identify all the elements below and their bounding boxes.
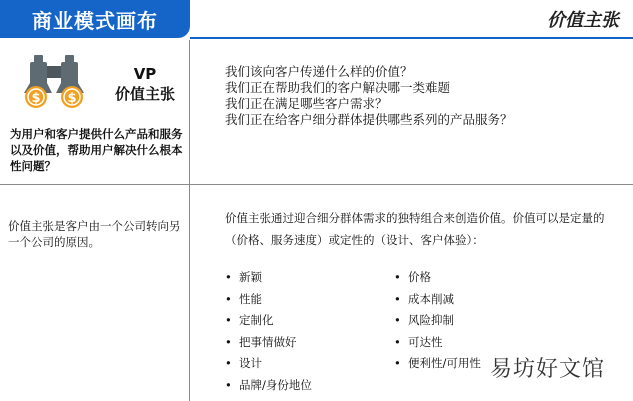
bullet-icon: •	[394, 334, 401, 349]
list-item-label: 定制化	[239, 313, 274, 327]
list-item-label: 便利性/可用性	[408, 356, 481, 370]
svg-text:$: $	[67, 91, 77, 106]
list-item-label: 新颖	[239, 270, 262, 284]
bullet-icon: •	[394, 291, 401, 306]
list-item	[394, 289, 481, 311]
question-list	[225, 64, 625, 128]
binoculars-dollar-icon	[22, 53, 92, 111]
row-divider	[0, 184, 633, 185]
list-item-label: 成本削减	[408, 291, 454, 306]
svg-text:$: $	[31, 91, 41, 106]
list-item	[225, 267, 312, 289]
vp-code: VP	[133, 65, 157, 83]
header-underline	[190, 37, 633, 39]
definition-text: 价值主张是客户由一个公司转向另一个公司的原因。	[8, 219, 181, 249]
list-item-label: 性能	[239, 291, 262, 306]
list-item	[394, 332, 481, 354]
question-item: 我们正在给客户细分群体提供哪些系列的产品服务？	[225, 112, 513, 127]
value-list-left	[225, 267, 312, 396]
question-item: 我们正在满足哪些客户需求？	[225, 96, 388, 111]
header-bar	[0, 0, 633, 40]
list-item	[225, 375, 312, 397]
bullet-icon: •	[394, 356, 401, 370]
section-title: 价值主张	[547, 10, 619, 31]
list-item-label: 价格	[408, 270, 431, 284]
bullet-icon: •	[225, 334, 232, 349]
bullet-icon: •	[394, 270, 401, 284]
bullet-icon: •	[394, 313, 401, 327]
list-item	[394, 267, 481, 289]
question-item: 我们该向客户传递什么样的价值？	[225, 64, 413, 79]
list-item	[225, 353, 312, 375]
list-item-label: 风险抑制	[408, 313, 454, 327]
list-item	[225, 289, 312, 311]
bullet-icon: •	[225, 291, 232, 306]
list-item	[225, 310, 312, 332]
bullet-icon: •	[225, 356, 232, 370]
list-item	[225, 332, 312, 354]
vp-heading	[100, 64, 190, 104]
bullet-icon: •	[225, 313, 232, 327]
list-item-label: 把事情做好	[239, 334, 297, 349]
list-item-label: 可达性	[408, 334, 443, 349]
list-item	[394, 353, 481, 375]
list-item-label: 品牌/身份地位	[239, 377, 312, 392]
intro-text: 价值主张通过迎合细分群体需求的独特组合来创造价值。价值可以是定量的（价格、服务速度）或定性的（设计、客户体验）：	[225, 211, 605, 247]
watermark: 易坊好文馆	[489, 357, 605, 382]
bullet-icon: •	[225, 377, 232, 392]
value-list-right	[394, 267, 481, 375]
question-item: 我们正在帮助我们的客户解决哪一类难题	[225, 80, 451, 95]
vp-label: 价值主张	[114, 85, 175, 103]
page-title: 商业模式画布	[0, 0, 190, 38]
bullet-icon: •	[225, 270, 232, 284]
list-item-label: 设计	[239, 356, 262, 370]
guiding-question: 为用户和客户提供什么产品和服务以及价值，帮助用户解决什么根本性问题？	[10, 127, 183, 173]
list-item	[394, 310, 481, 332]
